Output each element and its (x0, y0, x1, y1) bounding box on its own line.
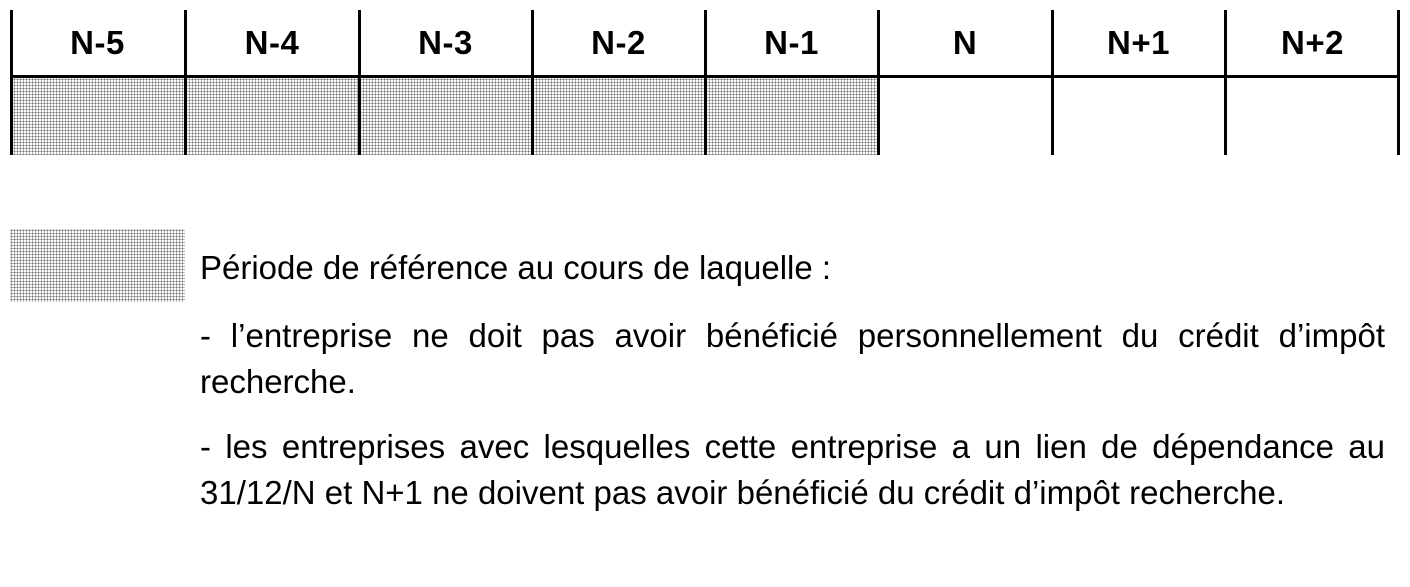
legend-condition-2: - les entreprises avec lesquelles cette entreprise a un lien de dépendance au 31/12/N et N+1 ne doivent pas avoir bénéficié du crédit d’impôt recherche. (200, 428, 1385, 511)
column-n-minus-2 (532, 10, 705, 155)
reference-period-cell (10, 78, 185, 155)
column-rule (531, 10, 534, 155)
column-header: N-3 (418, 23, 473, 61)
reference-period-cell (532, 78, 705, 155)
legend-heading: Période de référence au cours de laquelle : (200, 249, 832, 286)
reference-period-cell (359, 78, 532, 155)
column-rule (10, 10, 13, 155)
column-header: N-2 (591, 23, 646, 61)
column-rule (704, 10, 707, 155)
column-n-plus-1 (1052, 10, 1225, 155)
reference-period-cell (705, 78, 878, 155)
column-rule (184, 10, 187, 155)
column-n (878, 10, 1052, 155)
column-rule (1051, 10, 1054, 155)
column-header: N+2 (1281, 23, 1344, 61)
empty-cell (1225, 78, 1400, 155)
column-n-minus-4 (185, 10, 359, 155)
legend (200, 245, 1385, 535)
column-rule (358, 10, 361, 155)
legend-condition-1: - l’entreprise ne doit pas avoir bénéficié personnellement du crédit d’impôt recherche. (200, 317, 1385, 400)
column-header: N-5 (70, 23, 125, 61)
column-n-minus-5 (10, 10, 185, 155)
column-header: N-4 (244, 23, 300, 61)
empty-cell (878, 78, 1052, 155)
column-rule (1224, 10, 1227, 155)
reference-period-cell (185, 78, 359, 155)
column-header: N (952, 23, 978, 61)
empty-cell (1052, 78, 1225, 155)
column-rule (877, 10, 880, 155)
column-rule (1397, 10, 1400, 155)
column-n-plus-2 (1225, 10, 1400, 155)
period-table (10, 10, 1400, 155)
reference-period-swatch (10, 229, 185, 302)
column-header: N-1 (764, 23, 819, 61)
column-header: N+1 (1107, 23, 1170, 61)
column-n-minus-3 (359, 10, 532, 155)
column-n-minus-1 (705, 10, 878, 155)
